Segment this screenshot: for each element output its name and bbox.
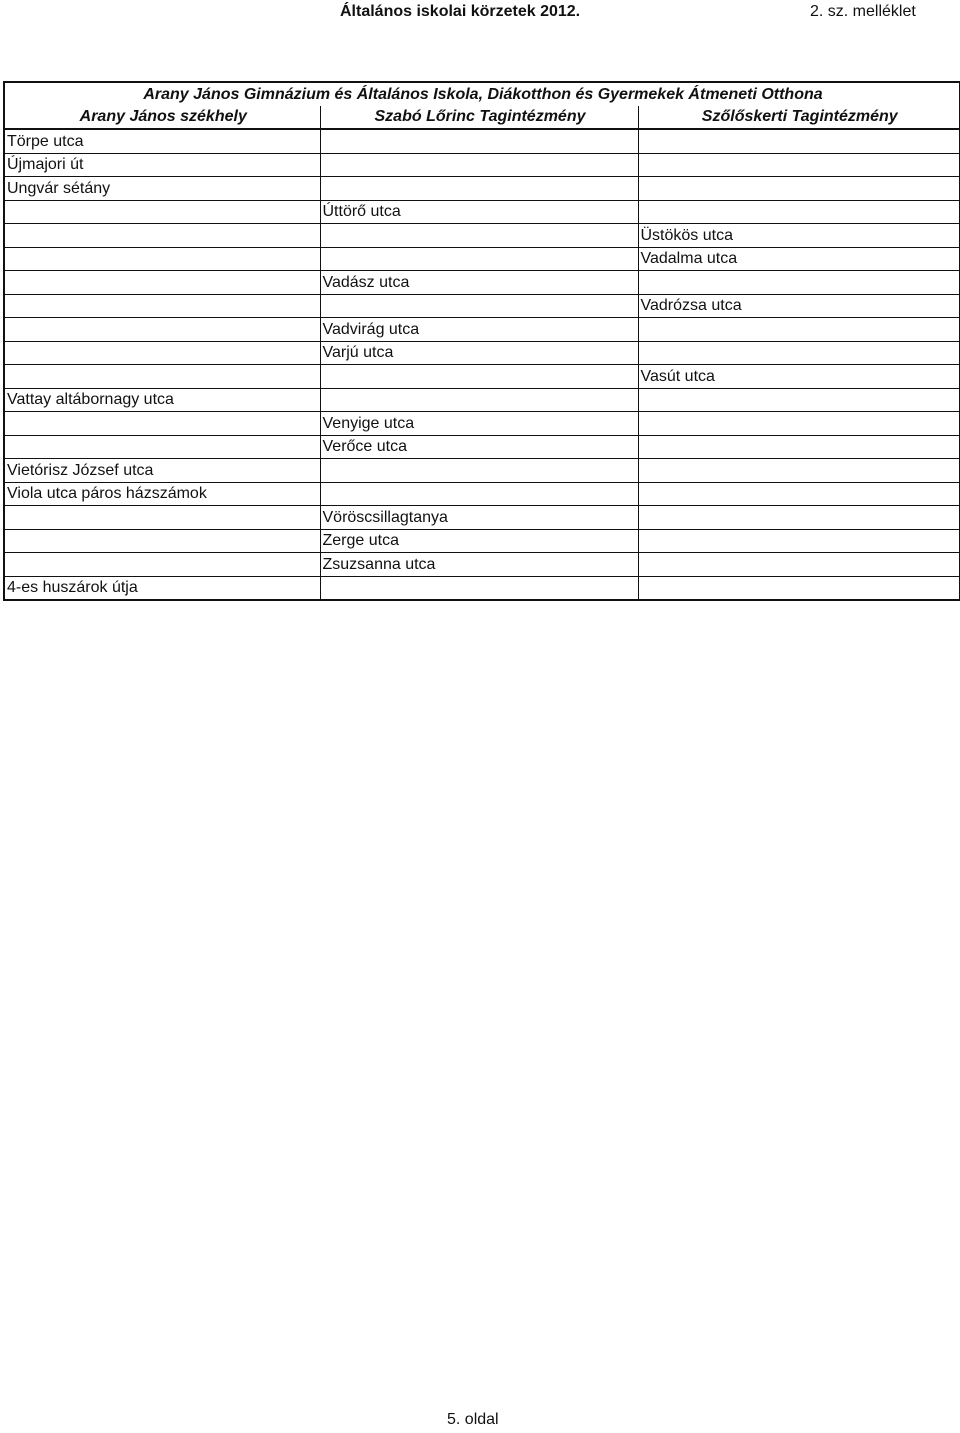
- table-row: [4, 341, 960, 365]
- street-cell: Venyige utca: [320, 412, 638, 436]
- street-cell: Vasút utca: [638, 365, 960, 389]
- street-cell: Verőce utca: [320, 435, 638, 459]
- branch-header-row: [4, 106, 960, 130]
- street-cell: [320, 177, 638, 201]
- table-row: [4, 459, 960, 483]
- street-cell: [320, 576, 638, 600]
- street-cell: Varjú utca: [320, 341, 638, 365]
- street-cell: Viola utca páros házszámok: [4, 482, 320, 506]
- street-cell: [638, 271, 960, 295]
- annex-label: 2. sz. melléklet: [810, 3, 916, 20]
- street-cell: [4, 294, 320, 318]
- street-cell: [4, 200, 320, 224]
- branch-header-szoloskert: Szőlőskerti Tagintézmény: [638, 106, 960, 130]
- table-row: [4, 247, 960, 271]
- branch-header-szabo: Szabó Lőrinc Tagintézmény: [320, 106, 638, 130]
- street-cell: [4, 318, 320, 342]
- district-table: [3, 81, 960, 601]
- table-row: [4, 294, 960, 318]
- table-row: [4, 271, 960, 295]
- street-cell: [638, 576, 960, 600]
- street-cell: [638, 200, 960, 224]
- street-cell: Törpe utca: [4, 129, 320, 153]
- street-cell: Vadász utca: [320, 271, 638, 295]
- street-cell: [638, 129, 960, 153]
- street-cell: Újmajori út: [4, 153, 320, 177]
- street-cell: [638, 459, 960, 483]
- street-cell: [320, 129, 638, 153]
- street-cell: [4, 529, 320, 553]
- street-cell: Vadrózsa utca: [638, 294, 960, 318]
- street-cell: Zsuzsanna utca: [320, 553, 638, 577]
- street-cell: [320, 153, 638, 177]
- street-cell: [638, 506, 960, 530]
- school-row: [4, 82, 960, 106]
- street-cell: Vadvirág utca: [320, 318, 638, 342]
- street-cell: Úttörő utca: [320, 200, 638, 224]
- table-row: [4, 435, 960, 459]
- street-cell: [4, 365, 320, 389]
- street-cell: [638, 553, 960, 577]
- street-cell: Vadalma utca: [638, 247, 960, 271]
- table-row: [4, 177, 960, 201]
- table-row: [4, 318, 960, 342]
- street-cell: [320, 365, 638, 389]
- table-row: [4, 388, 960, 412]
- street-cell: 4-es huszárok útja: [4, 576, 320, 600]
- street-cell: Vietórisz József utca: [4, 459, 320, 483]
- branch-header-main: Arany János székhely: [4, 106, 320, 130]
- table-row: [4, 200, 960, 224]
- table-row: [4, 553, 960, 577]
- street-cell: [638, 177, 960, 201]
- table-row: [4, 412, 960, 436]
- street-cell: [638, 529, 960, 553]
- street-cell: [638, 318, 960, 342]
- page-number: 5. oldal: [447, 1411, 499, 1428]
- table-row: [4, 482, 960, 506]
- document-title: Általános iskolai körzetek 2012.: [340, 3, 581, 20]
- school-name: Arany János Gimnázium és Általános Iskola, Diákotthon és Gyermekek Átmeneti Otthona: [4, 82, 960, 106]
- street-cell: [638, 388, 960, 412]
- table-row: [4, 365, 960, 389]
- table-row: [4, 224, 960, 248]
- street-cell: Üstökös utca: [638, 224, 960, 248]
- street-cell: [320, 459, 638, 483]
- street-cell: [320, 224, 638, 248]
- street-cell: [320, 482, 638, 506]
- street-cell: [638, 482, 960, 506]
- table-row: [4, 529, 960, 553]
- table-row: [4, 506, 960, 530]
- street-cell: [320, 247, 638, 271]
- street-cell: [638, 341, 960, 365]
- street-cell: Vöröscsillagtanya: [320, 506, 638, 530]
- street-cell: [638, 153, 960, 177]
- table-row: [4, 576, 960, 600]
- street-cell: [4, 506, 320, 530]
- table-row: [4, 129, 960, 153]
- street-cell: [320, 388, 638, 412]
- street-cell: [638, 435, 960, 459]
- street-cell: [4, 247, 320, 271]
- street-cell: [4, 412, 320, 436]
- street-cell: [4, 224, 320, 248]
- street-cell: Zerge utca: [320, 529, 638, 553]
- street-cell: [4, 341, 320, 365]
- street-cell: [638, 412, 960, 436]
- street-cell: [4, 553, 320, 577]
- street-cell: Ungvár sétány: [4, 177, 320, 201]
- street-cell: [4, 435, 320, 459]
- street-cell: [4, 271, 320, 295]
- table-row: [4, 153, 960, 177]
- street-cell: Vattay altábornagy utca: [4, 388, 320, 412]
- street-cell: [320, 294, 638, 318]
